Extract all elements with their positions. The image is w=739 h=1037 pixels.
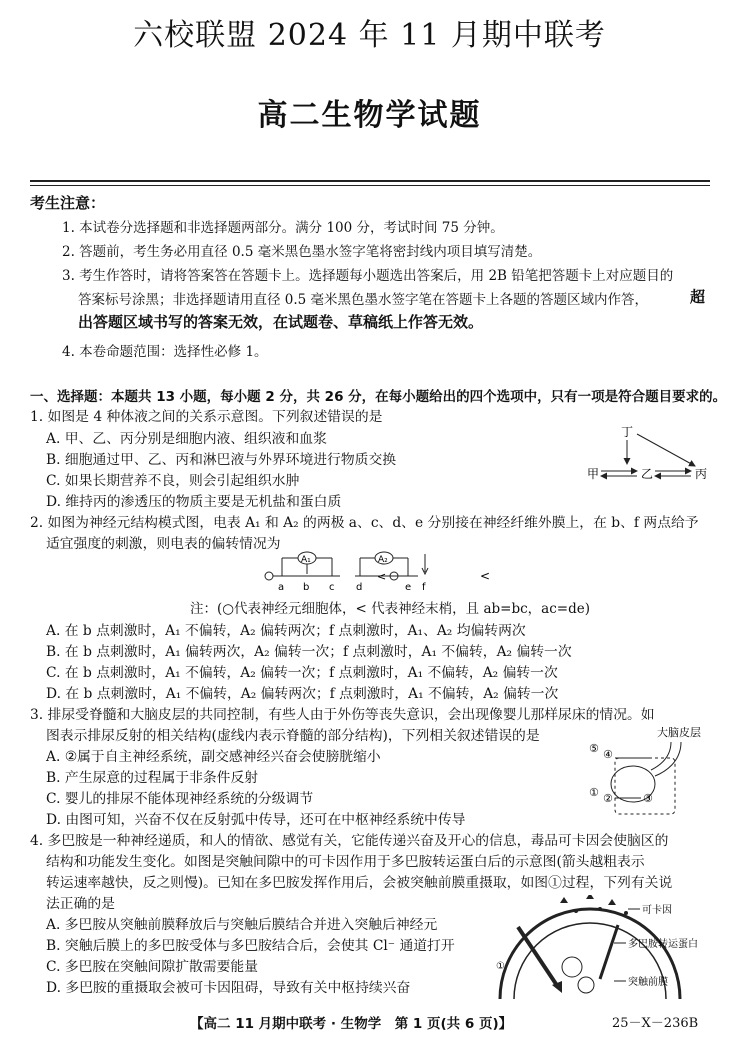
notice-item-3: 3. 考生作答时，请将答案答在答题卡上。选择题每小题选出答案后，用 2B 铅笔把答题卡上对应题目的 xyxy=(62,268,674,284)
q1-option-b: B. 细胞通过甲、乙、丙和淋巴液与外界环境进行物质交换 xyxy=(46,452,397,468)
q3-spinal-cord-outline xyxy=(615,758,675,814)
q1-label-bing: 丙 xyxy=(695,467,708,481)
q2-point-d: d xyxy=(356,582,363,593)
q3-num-2: ② xyxy=(603,792,613,805)
q4-dopamine-dot-1 xyxy=(574,909,578,913)
q3-pathway-descending xyxy=(655,742,681,776)
q1-label-jia: 甲 xyxy=(587,467,600,481)
q3-option-b: B. 产生尿意的过程属于非条件反射 xyxy=(46,770,259,786)
q3-option-a: A. ②属于自主神经系统，副交感神经兴奋会使膀胱缩小 xyxy=(46,749,381,765)
q4-option-c: C. 多巴胺在突触间隙扩散需要能量 xyxy=(46,959,258,975)
q3-stem-line2: 图表示排尿反射的相关结构(虚线内表示脊髓的部分结构)，下列相关叙述错误的是 xyxy=(46,728,540,744)
notice-item-2: 2. 答题前，考生务必用直径 0.5 毫米黑色墨水签字笔将密封线内项目填写清楚。 xyxy=(62,244,542,260)
notice-item-4: 4. 本卷命题范围：选择性必修 1。 xyxy=(62,344,268,360)
q4-synapse-diagram xyxy=(490,895,720,1000)
q4-cocaine-mark-2 xyxy=(586,895,594,899)
exam-title: 六校联盟 2024 年 11 月期中联考 xyxy=(133,18,606,53)
q1-option-c: C. 如果长期营养不良，则会引起组织水肿 xyxy=(46,473,300,489)
q4-label-transporter: 多巴胺转运蛋白 xyxy=(628,939,698,950)
q4-dopamine-dot-2 xyxy=(598,907,602,911)
q4-cocaine-mark-1 xyxy=(560,897,568,903)
page-footer: 【高二 11 月期中联考 · 生物学 第 1 页(共 6 页)】 xyxy=(190,1016,513,1032)
q4-vesicle-1 xyxy=(562,957,582,977)
q4-reuptake-arrow-thick xyxy=(518,927,558,987)
q2-option-d: D. 在 b 点刺激时，A₁ 不偏转，A₂ 偏转两次；f 点刺激时，A₁ 不偏转，A₂ 偏转一次 xyxy=(46,686,559,702)
q2-option-b: B. 在 b 点刺激时，A₁ 偏转两次，A₂ 偏转一次；f 点刺激时，A₁ 不偏转，A₂ 偏转一次 xyxy=(46,644,572,660)
q4-stem-line3: 转运速率越快，反之则慢)。已知在多巴胺发挥作用后，会被突触前膜重摄取，如图①过程，下列有关说 xyxy=(46,875,673,891)
section-heading: 一、选择题：本题共 13 小题，每小题 2 分，共 26 分，在每小题给出的四个选项中，只有一项是符合题目要求的。 xyxy=(30,389,727,405)
q2-option-a: A. 在 b 点刺激时，A₁ 不偏转，A₂ 偏转两次；f 点刺激时，A₁、A₂ 均偏转两次 xyxy=(46,623,526,639)
q4-stem-line4: 法正确的是 xyxy=(46,896,115,912)
paper-subtitle: 高二生物学试题 xyxy=(257,98,482,133)
q2-ending-1: < xyxy=(377,570,387,583)
q2-cell-body-1 xyxy=(265,572,273,580)
q3-option-d: D. 由图可知，兴奋不仅在反射弧中传导，还可在中枢神经系统中传导 xyxy=(46,812,466,828)
q2-stem-line2: 适宜强度的刺激，则电表的偏转情况为 xyxy=(46,536,281,552)
notice-item-3-emphasis: 出答题区域书写的答案无效，在试题卷、草稿纸上作答无效。 xyxy=(78,313,484,331)
q2-ending-2: < xyxy=(480,569,491,583)
q2-option-c: C. 在 b 点刺激时，A₁ 不偏转，A₂ 偏转一次；f 点刺激时，A₁ 不偏转，A₂ 偏转一次 xyxy=(46,665,558,681)
q1-arrow-ding-bing xyxy=(637,434,695,466)
q1-label-ding: 丁 xyxy=(621,425,634,439)
q2-point-b: b xyxy=(303,582,310,593)
q2-neuron-diagram xyxy=(260,550,500,594)
paper-code: 25－X－236B xyxy=(612,1016,699,1031)
q4-option-d: D. 多巴胺的重摄取会被可卡因阻碍，导致有关中枢持续兴奋 xyxy=(46,980,411,996)
notice-item-3-emphasis-start: 超 xyxy=(690,288,706,306)
q1-option-a: A. 甲、乙、丙分别是细胞内液、组织液和血浆 xyxy=(46,431,327,447)
q4-transporter-arrow xyxy=(600,925,618,979)
q4-process-1: ① xyxy=(496,961,505,972)
q2-stem-line1: 2. 如图为神经元结构模式图，电表 A₁ 和 A₂ 的两极 a、c、d、e 分别接在神经纤维外膜上，在 b、f 两点给予 xyxy=(30,515,699,531)
q3-num-5: ⑤ xyxy=(589,742,599,755)
q4-option-b: B. 突触后膜上的多巴胺受体与多巴胺结合后，会使其 Cl⁻ 通道打开 xyxy=(46,938,455,954)
q3-reflex-diagram xyxy=(585,722,715,822)
q2-point-c: c xyxy=(329,582,335,593)
q1-body-fluid-diagram xyxy=(585,420,715,490)
q4-option-a: A. 多巴胺从突触前膜释放后与突触后膜结合并进入突触后神经元 xyxy=(46,917,438,933)
q2-point-e: e xyxy=(405,582,412,593)
q2-meter-a1-label: A₁ xyxy=(301,555,311,565)
q3-option-c: C. 婴儿的排尿不能体现神经系统的分级调节 xyxy=(46,791,314,807)
q3-stem-line1: 3. 排尿受脊髓和大脑皮层的共同控制，有些人由于外伤等丧失意识，会出现像婴儿那样尿床的情况。如 xyxy=(30,707,655,723)
q2-point-f: f xyxy=(422,582,426,593)
q1-option-d: D. 维持丙的渗透压的物质主要是无机盐和蛋白质 xyxy=(46,494,342,510)
q4-dopamine-dot-3 xyxy=(624,911,628,915)
q1-label-yi: 乙 xyxy=(641,467,654,481)
q2-point-a: a xyxy=(278,582,285,593)
q2-note: 注：(○代表神经元细胞体，< 代表神经末梢，且 ab=bc，ac=de) xyxy=(190,601,590,617)
q2-meter-a2-label: A₂ xyxy=(378,555,388,565)
q3-num-1: ① xyxy=(589,786,599,799)
q4-stem-line1: 4. 多巴胺是一种神经递质，和人的情欲、感觉有关，它能传递兴奋及开心的信息，毒品可卡因会使脑区的 xyxy=(30,833,669,849)
q3-pathway-ascending xyxy=(651,742,671,770)
divider-thin xyxy=(30,185,710,186)
q3-label-cortex: 大脑皮层 xyxy=(657,726,701,739)
q3-num-3: ③ xyxy=(643,792,653,805)
q1-stem: 1. 如图是 4 种体液之间的关系示意图。下列叙述错误的是 xyxy=(30,409,383,425)
notice-item-1: 1. 本试卷分选择题和非选择题两部分。满分 100 分，考试时间 75 分钟。 xyxy=(62,220,504,236)
q4-stem-line2: 结构和功能发生变化。如图是突触间隙中的可卡因作用于多巴胺转运蛋白后的示意图(箭头越粗表示 xyxy=(46,854,645,870)
q4-vesicle-2 xyxy=(578,977,594,993)
notice-item-3-cont: 答案标号涂黑；非选择题请用直径 0.5 毫米黑色墨水签字笔在答题卡上各题的答题区域内作答， xyxy=(78,292,649,308)
divider-thick xyxy=(30,180,710,182)
q4-cocaine-mark-3 xyxy=(608,899,616,905)
q4-label-cocaine: 可卡因 xyxy=(642,905,672,916)
q3-num-4: ④ xyxy=(603,748,613,761)
q4-label-membrane: 突触前膜 xyxy=(628,977,668,988)
notice-heading: 考生注意： xyxy=(30,194,106,212)
